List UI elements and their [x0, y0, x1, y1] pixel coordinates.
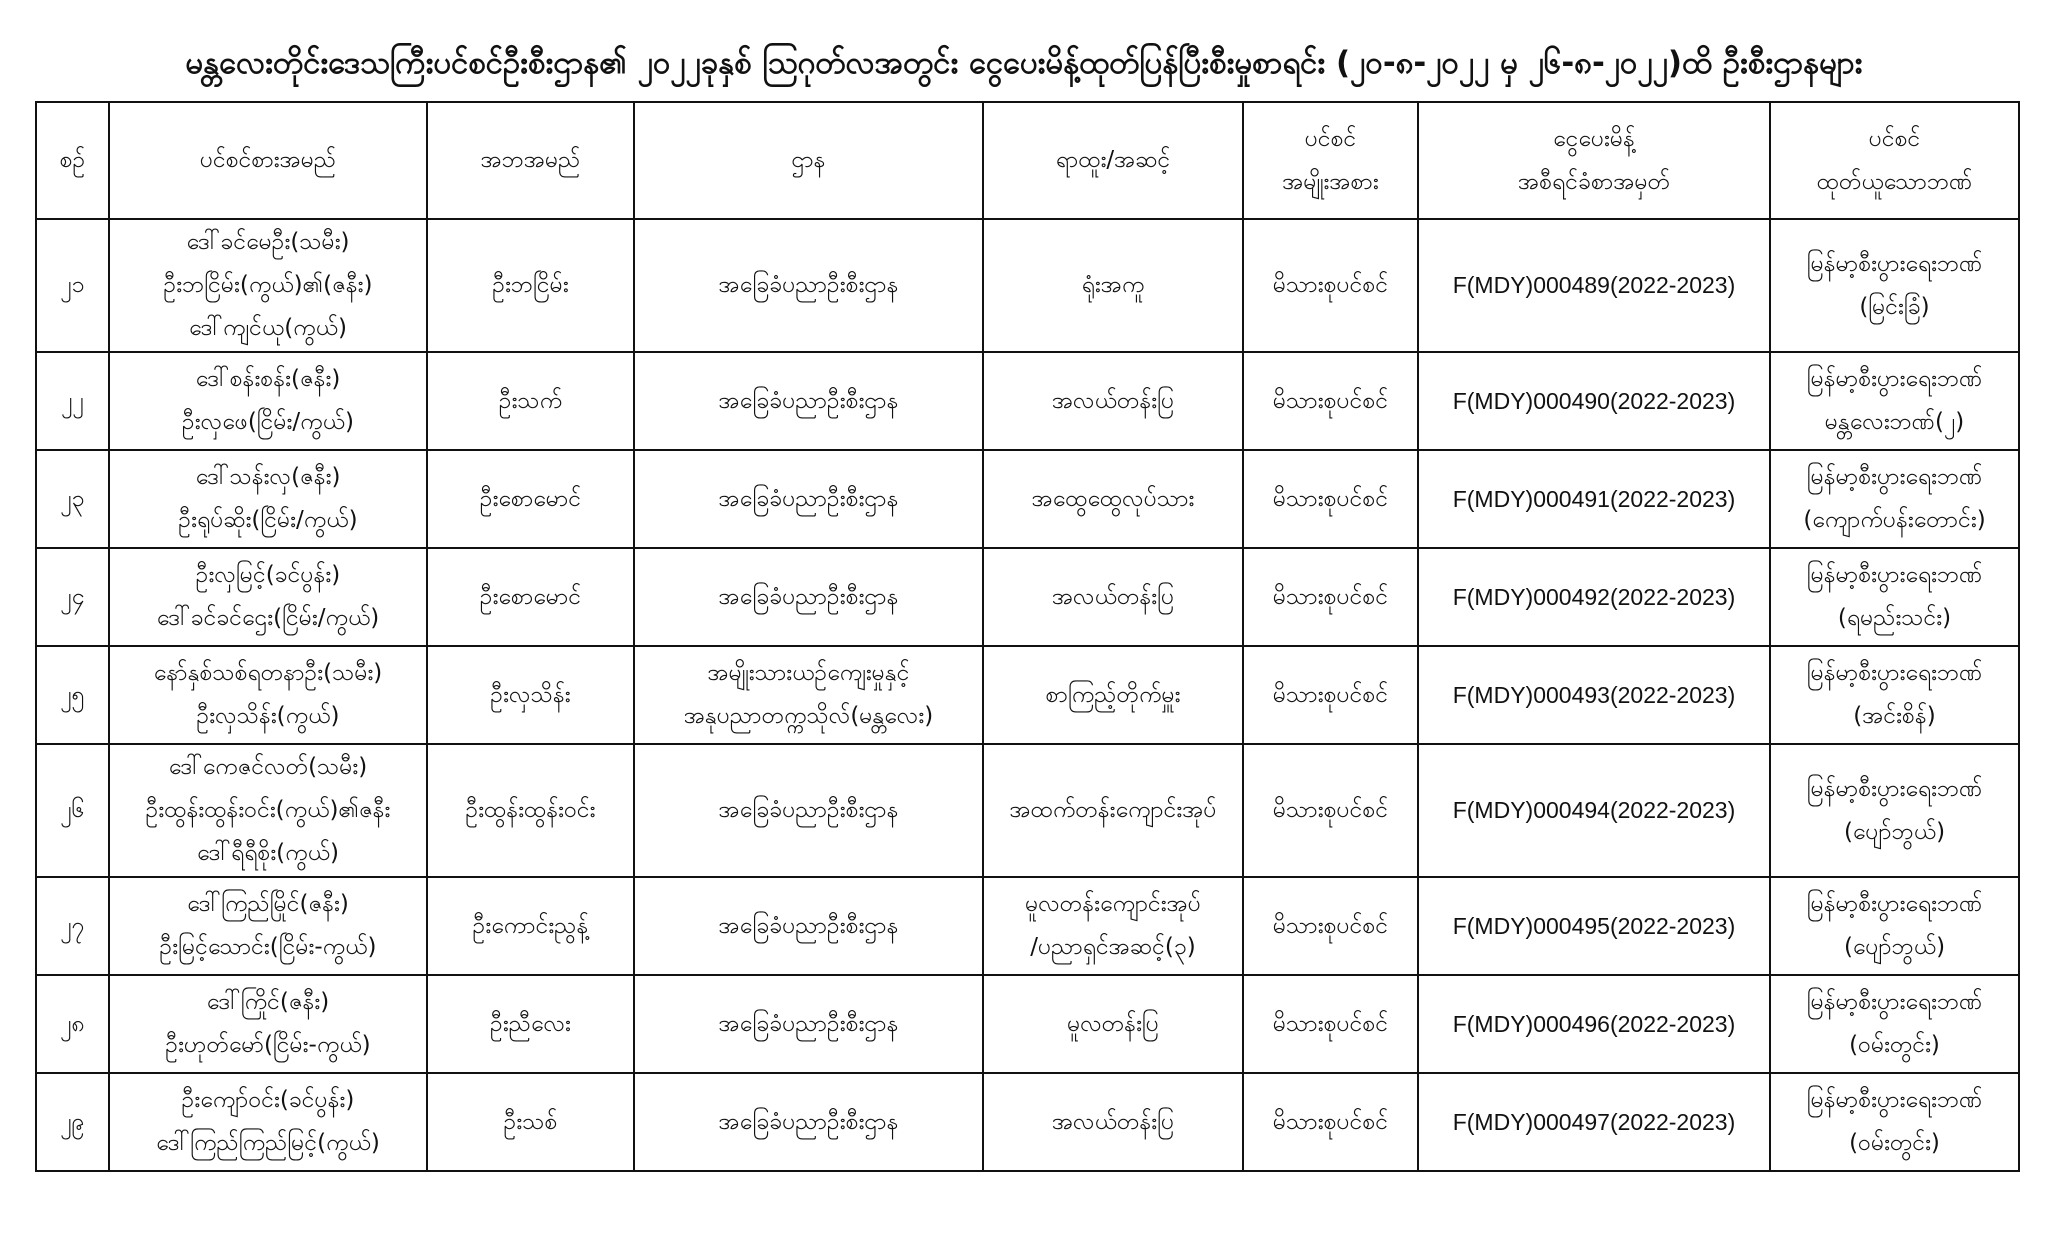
father-name-cell: ဦးညီလေး [427, 975, 634, 1073]
department-line: အခြေခံပညာဦးစီးဌာန [718, 912, 899, 939]
department-cell [634, 975, 983, 1073]
pension-table [35, 101, 2020, 1172]
department-line: အခြေခံပညာဦးစီးဌာန [718, 1108, 899, 1135]
row-number-cell: ၂၁ [36, 219, 109, 352]
bank-line: (ရမည်းသင်း) [1837, 605, 1952, 631]
bank-line: (ဝမ်းတွင်း) [1849, 1130, 1940, 1156]
department-line: အမျိုးသားယဉ်ကျေးမှုနှင့် [707, 660, 910, 686]
bank-line: မြန်မာ့စီးပွားရေးဘဏ် [1806, 1087, 1983, 1113]
pensioner-name-cell [109, 352, 427, 450]
pensioner-name-line: ဦးလှသိန်း(ကွယ်) [196, 703, 340, 729]
father-name-cell: ဦးစောမောင် [427, 548, 634, 646]
row-number-cell: ၂၂ [36, 352, 109, 450]
bank-cell [1770, 219, 2019, 352]
header-department: ဌာန [634, 102, 983, 219]
header-pension-type [1243, 102, 1418, 219]
header-voucher-line1: ငွေပေးမိန့် [1553, 125, 1635, 152]
rank-cell [983, 219, 1243, 352]
department-cell [634, 450, 983, 548]
pensioner-name-line: ဒေါ်ကြည်ကြည်မြင့်(ကွယ်) [156, 1130, 380, 1156]
table-row [36, 219, 2019, 352]
row-number-cell: ၂၈ [36, 975, 109, 1073]
bank-cell [1770, 744, 2019, 877]
department-cell [634, 1073, 983, 1171]
father-name-cell: ဦးကောင်းညွန့် [427, 877, 634, 975]
rank-line: မူလတန်းကျောင်းအုပ် [1025, 891, 1201, 917]
header-bank-line1: ပင်စင် [1868, 125, 1921, 152]
rank-cell [983, 450, 1243, 548]
pensioner-name-line: ဒေါ်ကျင်ယု(ကွယ်) [189, 315, 347, 341]
pensioner-name-line: ဦးမြင့်သောင်း(ငြိမ်း-ကွယ်) [159, 934, 377, 960]
bank-line: မြန်မာ့စီးပွားရေးဘဏ် [1806, 562, 1983, 588]
pensioner-name-line: ဦးရုပ်ဆိုး(ငြိမ်း/ကွယ်) [178, 507, 358, 533]
voucher-number-cell: F(MDY)000497(2022-2023) [1418, 1073, 1770, 1171]
pensioner-name-cell [109, 877, 427, 975]
table-row [36, 646, 2019, 744]
department-line: အခြေခံပညာဦးစီးဌာန [718, 387, 899, 414]
header-voucher [1418, 102, 1770, 219]
department-line: အခြေခံပညာဦးစီးဌာန [718, 797, 899, 823]
bank-cell [1770, 352, 2019, 450]
rank-line: အလယ်တန်းပြ [1051, 583, 1175, 610]
rank-cell [983, 646, 1243, 744]
table-row [36, 877, 2019, 975]
bank-cell [1770, 646, 2019, 744]
pensioner-name-line: ဒေါ်စန်းစန်း(ဇနီး) [195, 366, 341, 392]
rank-cell [983, 548, 1243, 646]
bank-line: (ပျော်ဘွယ်) [1843, 818, 1946, 845]
voucher-number-cell: F(MDY)000492(2022-2023) [1418, 548, 1770, 646]
pensioner-name-cell [109, 1073, 427, 1171]
pension-type-cell: မိသားစုပင်စင် [1243, 646, 1418, 744]
bank-line: မြန်မာ့စီးပွားရေးဘဏ် [1806, 775, 1983, 802]
header-name: ပင်စင်စားအမည် [109, 102, 427, 219]
voucher-number-cell: F(MDY)000493(2022-2023) [1418, 646, 1770, 744]
row-number-cell: ၂၅ [36, 646, 109, 744]
pension-type-cell: မိသားစုပင်စင် [1243, 877, 1418, 975]
header-bank [1770, 102, 2019, 219]
header-pension-type-line2: အမျိုးအစား [1282, 168, 1379, 195]
rank-line: မူလတန်းပြ [1067, 1010, 1159, 1037]
pensioner-name-line: ဦးကျော်ဝင်း(ခင်ပွန်း) [181, 1087, 355, 1113]
bank-cell [1770, 877, 2019, 975]
voucher-number-cell: F(MDY)000491(2022-2023) [1418, 450, 1770, 548]
pensioner-name-line: ဒေါ်ကေဇင်လတ်(သမီး) [168, 754, 368, 780]
pensioner-name-cell [109, 548, 427, 646]
bank-line: (ဝမ်းတွင်း) [1849, 1032, 1940, 1058]
rank-line: စာကြည့်တိုက်မှူး [1045, 681, 1181, 708]
page-title: မန္တလေးတိုင်းဒေသကြီးပင်စင်ဦးစီးဌာန၏ ၂၀၂၂ခုနှစ် ဩဂုတ်လအတွင်း ငွေပေးမိန့်ထုတ်ပြန်ပြီးစီးမှုစာရင်း (၂၀-၈-၂၀၂၂ မှ ၂၆-၈-၂၀၂၂)ထိ ဦးစီးဌာနများ [185, 45, 1863, 81]
header-pension-type-line1: ပင်စင် [1304, 125, 1357, 152]
header-no: စဉ် [36, 102, 109, 219]
department-cell [634, 744, 983, 877]
pension-type-cell: မိသားစုပင်စင် [1243, 219, 1418, 352]
pensioner-name-cell [109, 975, 427, 1073]
row-number-cell: ၂၇ [36, 877, 109, 975]
pensioner-name-line: ဒေါ်ခင်မေဦး(သမီး) [186, 229, 350, 255]
table-row [36, 1073, 2019, 1171]
pensioner-name-line: ဦးဟုတ်မော်(ငြိမ်း-ကွယ်) [165, 1032, 371, 1058]
pensioner-name-line: ဦးထွန်းထွန်းဝင်း(ကွယ်)၏ဇနီး [145, 797, 391, 823]
row-number-cell: ၂၆ [36, 744, 109, 877]
voucher-number-cell: F(MDY)000489(2022-2023) [1418, 219, 1770, 352]
bank-line: မြန်မာ့စီးပွားရေးဘဏ် [1806, 366, 1983, 392]
row-number-cell: ၂၄ [36, 548, 109, 646]
bank-line: (မြင်းခြံ) [1859, 293, 1930, 320]
pension-type-cell: မိသားစုပင်စင် [1243, 548, 1418, 646]
pension-type-cell: မိသားစုပင်စင် [1243, 975, 1418, 1073]
pensioner-name-line: ဦးလှမြင့်(ခင်ပွန်း) [195, 562, 341, 588]
pension-type-cell: မိသားစုပင်စင် [1243, 1073, 1418, 1171]
table-row [36, 548, 2019, 646]
father-name-cell: ဦးဘငြိမ်း [427, 219, 634, 352]
pensioner-name-line: ဒေါ်ကြိုင်(ဇနီး) [206, 989, 330, 1015]
bank-line: မြန်မာ့စီးပွားရေးဘဏ် [1806, 989, 1983, 1015]
department-line: အခြေခံပညာဦးစီးဌာန [718, 485, 899, 512]
pensioner-name-cell [109, 450, 427, 548]
father-name-cell: ဦးထွန်းထွန်းဝင်း [427, 744, 634, 877]
rank-line: အထွေထွေလုပ်သား [1031, 485, 1195, 512]
father-name-cell: ဦးသက် [427, 352, 634, 450]
header-row [36, 102, 2019, 219]
pensioner-name-cell [109, 744, 427, 877]
rank-line: ရုံးအကူ [1081, 272, 1145, 298]
table-header [36, 102, 2019, 219]
department-cell [634, 219, 983, 352]
department-cell [634, 877, 983, 975]
pensioner-name-line: ဦးဘငြိမ်း(ကွယ်)၏(ဇနီး) [163, 272, 373, 298]
bank-line: မြန်မာ့စီးပွားရေးဘဏ် [1806, 660, 1983, 686]
table-row [36, 352, 2019, 450]
department-line: အနုပညာတက္ကသိုလ်(မန္တလေး) [683, 703, 934, 729]
pensioner-name-line: ဒေါ်ခင်ခင်ဌေး(ငြိမ်း/ကွယ်) [156, 605, 380, 631]
department-cell [634, 548, 983, 646]
pensioner-name-cell [109, 646, 427, 744]
pension-type-cell: မိသားစုပင်စင် [1243, 744, 1418, 877]
pensioner-name-line: ဒေါ်သန်းလှ(ဇနီး) [195, 464, 341, 490]
pensioner-name-line: ဒေါ်ကြည်မြိုင်(ဇနီး) [187, 891, 349, 917]
pension-type-cell: မိသားစုပင်စင် [1243, 450, 1418, 548]
bank-cell [1770, 975, 2019, 1073]
rank-cell [983, 975, 1243, 1073]
bank-line: မန္တလေးဘဏ်(၂) [1824, 409, 1965, 435]
pensioner-name-line: ဒေါ်ရီရီစိုး(ကွယ်) [197, 840, 339, 866]
father-name-cell: ဦးစောမောင် [427, 450, 634, 548]
voucher-number-cell: F(MDY)000496(2022-2023) [1418, 975, 1770, 1073]
department-line: အခြေခံပညာဦးစီးဌာန [718, 583, 899, 610]
department-cell [634, 646, 983, 744]
department-cell [634, 352, 983, 450]
header-father: အဘအမည် [427, 102, 634, 219]
bank-line: (အင်းစိန်) [1853, 703, 1936, 729]
voucher-number-cell: F(MDY)000494(2022-2023) [1418, 744, 1770, 877]
table-body [36, 219, 2019, 1171]
row-number-cell: ၂၉ [36, 1073, 109, 1171]
father-name-cell: ဦးလှသိန်း [427, 646, 634, 744]
voucher-number-cell: F(MDY)000490(2022-2023) [1418, 352, 1770, 450]
rank-cell [983, 1073, 1243, 1171]
voucher-number-cell: F(MDY)000495(2022-2023) [1418, 877, 1770, 975]
bank-line: မြန်မာ့စီးပွားရေးဘဏ် [1806, 250, 1983, 277]
bank-line: (ကျောက်ပန်းတောင်း) [1803, 507, 1986, 533]
bank-line: မြန်မာ့စီးပွားရေးဘဏ် [1806, 464, 1983, 490]
rank-line: အလယ်တန်းပြ [1051, 387, 1175, 414]
header-voucher-line2: အစီရင်ခံစာအမှတ် [1518, 168, 1670, 195]
rank-cell [983, 877, 1243, 975]
father-name-cell: ဦးသစ် [427, 1073, 634, 1171]
department-line: အခြေခံပညာဦးစီးဌာန [718, 272, 899, 298]
department-line: အခြေခံပညာဦးစီးဌာန [718, 1010, 899, 1037]
pensioner-name-line: ဦးလှဖေ(ငြိမ်း/ကွယ်) [182, 409, 354, 435]
bank-cell [1770, 450, 2019, 548]
pensioner-name-line: နော်နှစ်သစ်ရတနာဦး(သမီး) [153, 660, 383, 686]
pension-type-cell: မိသားစုပင်စင် [1243, 352, 1418, 450]
row-number-cell: ၂၃ [36, 450, 109, 548]
bank-line: (ပျော်ဘွယ်) [1843, 934, 1946, 960]
bank-cell [1770, 1073, 2019, 1171]
pensioner-name-cell [109, 219, 427, 352]
header-bank-line2: ထုတ်ယူသောဘဏ် [1816, 168, 1973, 195]
table-row [36, 450, 2019, 548]
bank-cell [1770, 548, 2019, 646]
rank-line: အထက်တန်းကျောင်းအုပ် [1009, 797, 1217, 823]
header-rank: ရာထူး/အဆင့် [983, 102, 1243, 219]
rank-cell [983, 744, 1243, 877]
table-row [36, 744, 2019, 877]
bank-line: မြန်မာ့စီးပွားရေးဘဏ် [1806, 891, 1983, 917]
table-row [36, 975, 2019, 1073]
rank-cell [983, 352, 1243, 450]
rank-line: အလယ်တန်းပြ [1051, 1108, 1175, 1135]
rank-line: /ပညာရှင်အဆင့်(၃) [1030, 934, 1196, 960]
